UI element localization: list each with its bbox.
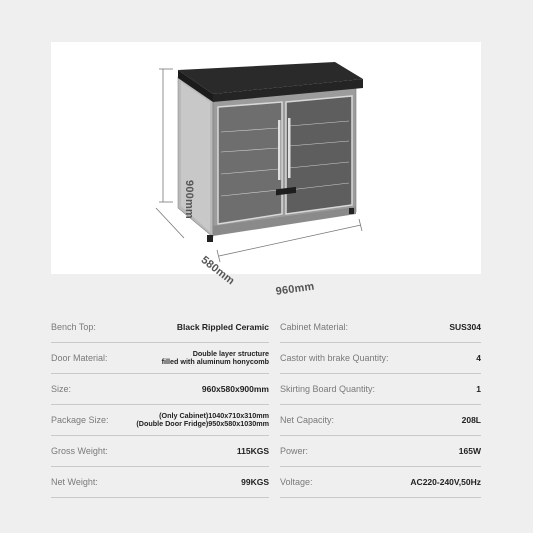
spec-row xyxy=(280,343,481,374)
spec-row xyxy=(280,405,481,436)
spec-value xyxy=(459,447,481,456)
spec-label: Door Material: xyxy=(51,353,108,363)
spec-value-line: 960x580x900mm xyxy=(201,383,269,394)
spec-value-line: (Only Cabinet)1040x710x310mm xyxy=(159,411,269,421)
spec-label: Bench Top: xyxy=(51,322,96,332)
spec-value-line: 4 xyxy=(476,352,481,363)
spec-label: Castor with brake Quantity: xyxy=(280,353,389,363)
spec-label: Size: xyxy=(51,384,72,394)
product-photo xyxy=(51,42,481,298)
spec-value-line: 1 xyxy=(476,383,481,394)
spec-value-line: 99KGS xyxy=(241,476,269,487)
spec-value-line: filled with aluminum honycomb xyxy=(161,357,269,366)
spec-row xyxy=(51,467,269,498)
spec-row xyxy=(51,343,269,374)
spec-row xyxy=(280,436,481,467)
spec-value xyxy=(177,323,269,332)
spec-value xyxy=(476,354,481,363)
spec-column-right xyxy=(280,312,481,498)
spec-value-line: 115KGS xyxy=(236,445,269,456)
spec-label: Net Capacity: xyxy=(280,415,335,425)
spec-label: Cabinet Material: xyxy=(280,322,349,332)
spec-row xyxy=(280,467,481,498)
height-dimension: 900mm xyxy=(183,180,195,219)
spec-label: Package Size: xyxy=(51,415,109,425)
spec-value-line: SUS304 xyxy=(449,321,481,332)
spec-column-left xyxy=(51,312,269,498)
spec-row xyxy=(280,312,481,343)
spec-row xyxy=(51,405,269,436)
spec-value-line: Black Rippled Ceramic xyxy=(176,321,269,332)
spec-value-line: 165W xyxy=(458,445,481,456)
spec-row xyxy=(280,374,481,405)
spec-value xyxy=(410,478,481,487)
spec-row xyxy=(51,374,269,405)
spec-value xyxy=(462,416,481,425)
spec-value-line: 208L xyxy=(461,414,481,425)
spec-value xyxy=(237,447,269,456)
depth-dimension: 580mm xyxy=(198,254,237,288)
spec-value xyxy=(136,412,269,427)
spec-value xyxy=(162,350,269,365)
spec-label: Net Weight: xyxy=(51,477,98,487)
spec-value-line: Double layer structure xyxy=(192,349,269,359)
spec-label: Gross Weight: xyxy=(51,446,108,456)
spec-value-line: AC220-240V,50Hz xyxy=(410,476,481,487)
spec-value xyxy=(449,323,481,332)
fridge-illustration xyxy=(51,42,481,274)
width-dimension: 960mm xyxy=(275,280,316,298)
spec-label: Power: xyxy=(280,446,309,456)
spec-label: Voltage: xyxy=(280,477,313,487)
spec-value xyxy=(241,478,269,487)
spec-row xyxy=(51,312,269,343)
spec-value-line: (Double Door Fridge)950x580x1030mm xyxy=(136,419,269,428)
spec-value xyxy=(476,385,481,394)
spec-label: Skirting Board Quantity: xyxy=(280,384,376,394)
spec-value xyxy=(202,385,269,394)
spec-row xyxy=(51,436,269,467)
